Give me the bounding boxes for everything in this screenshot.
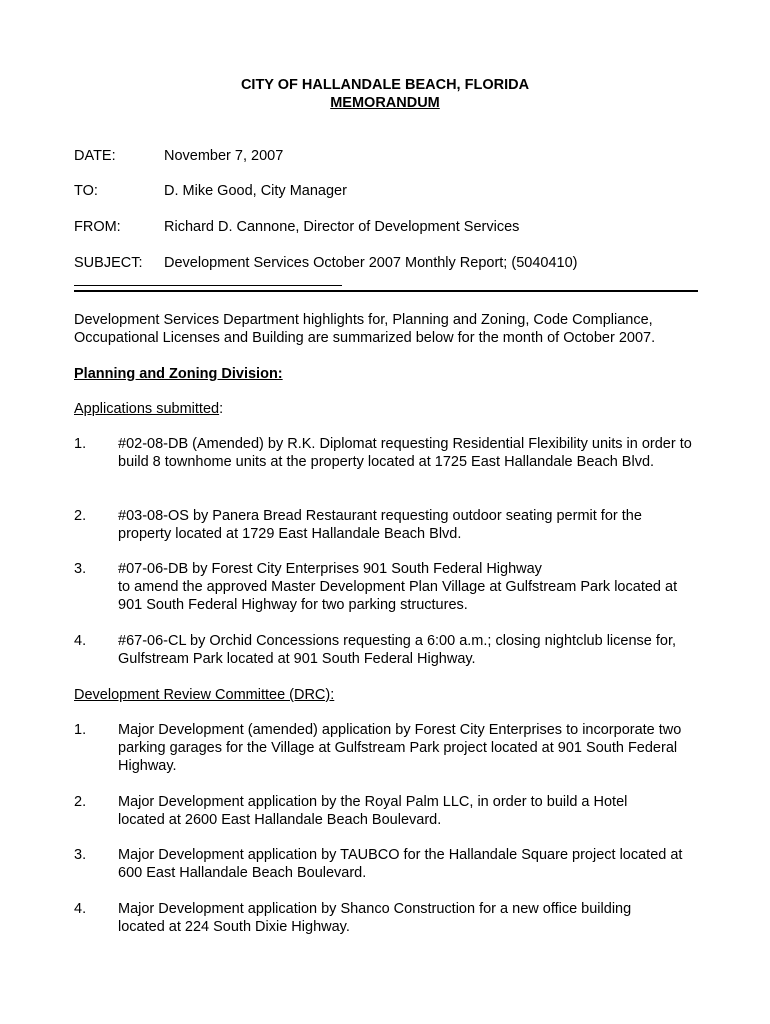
to-label: TO:	[74, 183, 98, 199]
date-label: DATE:	[74, 148, 116, 164]
applications-heading-colon: :	[219, 401, 224, 417]
list-number: 1.	[74, 722, 87, 738]
header-divider	[74, 290, 698, 292]
list-text: #02-08-DB (Amended) by R.K. Diplomat requesting Residential Flexibility units in order to build 8 townhome units at the property located at 1725 East Hallandale Beach Blvd.	[118, 436, 692, 470]
subject-value: Development Services October 2007 Monthly Report; (5040410)	[164, 255, 578, 271]
drc-heading: Development Review Committee (DRC):	[74, 687, 335, 703]
section-heading-planning: Planning and Zoning Division:	[74, 366, 283, 382]
list-text: Major Development application by Shanco Construction for a new office building located at 224 South Dixie Highway.	[118, 901, 632, 935]
list-number: 2.	[74, 794, 87, 810]
date-value: November 7, 2007	[164, 148, 284, 164]
list-number: 4.	[74, 633, 87, 649]
short-divider	[74, 285, 342, 286]
list-text: #67-06-CL by Orchid Concessions requesting a 6:00 a.m.; closing nightclub license for, Gulfstream Park located at 901 South Federal Highway.	[118, 633, 677, 667]
list-text-line1: #07-06-DB by Forest City Enterprises 901 South Federal Highway	[118, 561, 542, 577]
applications-heading-text: Applications submitted	[74, 401, 220, 417]
list-text: to amend the approved Master Development Plan Village at Gulfstream Park located at 901 South Federal Highway for two parking structures.	[118, 579, 678, 613]
memo-title: CITY OF HALLANDALE BEACH, FLORIDA	[240, 77, 530, 93]
to-value: D. Mike Good, City Manager	[164, 183, 347, 199]
list-number: 1.	[74, 436, 87, 452]
list-number: 4.	[74, 901, 87, 917]
subject-label: SUBJECT:	[74, 255, 143, 271]
from-label: FROM:	[74, 219, 121, 235]
list-text: Major Development (amended) application by Forest City Enterprises to incorporate two parking garages for the Village at Gulfstream Park project located at 901 South Federal Highway.	[118, 722, 682, 774]
list-number: 2.	[74, 508, 87, 524]
list-number: 3.	[74, 561, 87, 577]
list-text: Major Development application by the Royal Palm LLC, in order to build a Hotel located at 2600 East Hallandale Beach Boulevard.	[118, 794, 628, 828]
list-number: 3.	[74, 847, 87, 863]
list-text: #03-08-OS by Panera Bread Restaurant requesting outdoor seating permit for the property located at 1729 East Hallandale Beach Blvd.	[118, 508, 642, 542]
intro-paragraph: Development Services Department highlights for, Planning and Zoning, Code Compliance, Occupational Licenses and Building are summarized below for the month of October 2007.	[74, 312, 656, 346]
list-text: Major Development application by TAUBCO for the Hallandale Square project located at 600 East Hallandale Beach Boulevard.	[118, 847, 683, 881]
memo-subtitle: MEMORANDUM	[330, 95, 440, 111]
applications-heading	[74, 400, 223, 418]
from-value: Richard D. Cannone, Director of Development Services	[164, 219, 520, 235]
